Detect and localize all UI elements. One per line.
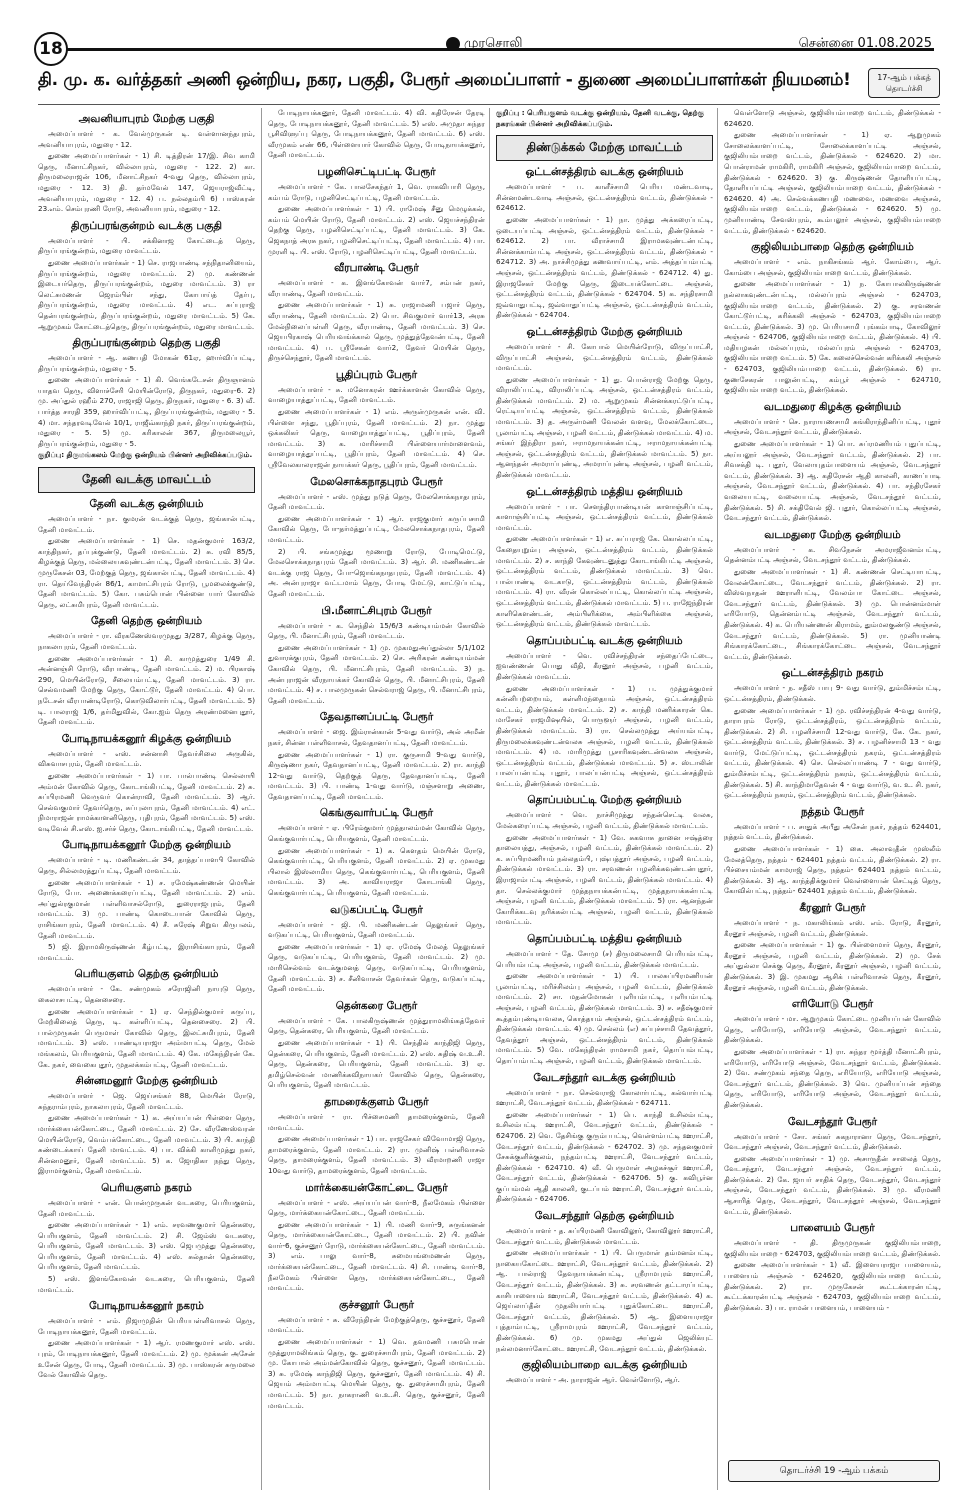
paragraph: துணை அமைப்பாளர்கள் - 1) கு. பிள்ளைமார் தெரு, கீரனூர், கீரனூர் அஞ்சல், பழனி வட்டம், திண்டுக்கல். 2) மு. சேக் அப்துல்லா செக்கு தெரு, கீரனூர், கீரனூர் அஞ்சல், பழனி வட்டம், திண்டுக்கல். 3) இ. முகமது ஆசிக் பள்ளிவாசல் தெரு, கீரனூர், கீரனூர் அஞ்சல், பழனி வட்டம், திண்டுக்கல். — [724, 940, 941, 992]
section-heading: போடிநாயக்கனூர் மேற்கு ஒன்றியம் — [62, 839, 231, 852]
section-heading: வேடசந்தூர் பேரூர் — [787, 1115, 878, 1128]
paragraph: அமைப்பாளர் - தி. திருமுருகன் குஜிலியம்பாறை, குஜிலியம்பாறை - 624703, குஜிலியம்பாறை வட்டம், திண்டுக்கல். — [724, 1238, 941, 1258]
paragraph: துணை அமைப்பாளர்கள் - 1) பி. ராமேஷ் சீனு மெழுக்கல், கம்பம் மெயின் ரோடு, தேனி மாவட்டம். 2) எஸ். ஜெயச்சந்திரன் தெற்கு தெரு, பழனிசெட்டிப்பட்டி, தேனி மாவட்டம். 3) கே. ஜெகநாத் அரசு நகர், பழனிசெட்டிப்பட்டி, தேனி மாவட்டம். 4) பா. முரளி டி. பி. எஸ். ரோடு, பழனிசெட்டிப்பட்டி, தேனி மாவட்டம். — [268, 204, 485, 256]
paragraph: துணை அமைப்பாளர்கள் - 1) எம். சரவணகுமார் தென்கரை, பெரியகுளம், தேனி மாவட்டம். 2) சி. ஜேம்ஸ் வடகரை, பெரியகுளம், தேனி மாவட்டம். 3) எஸ். ஜெபமுத்து தென்கரை, பெரியகுளம், தேனி மாவட்டம். 4) எஸ். சுல்தான் தென்கரை, பெரியகுளம், தேனி மாவட்டம். — [38, 1220, 255, 1272]
paragraph: அமைப்பாளர் - டி. மணிகண்டன் 34, தாத்தப்பாளபி கோவில் தெரு, சில்லமரத்துப்பட்டி, தேனி மாவட்டம். — [38, 855, 255, 876]
paragraph: அமைப்பாளர் - தே. சோமு (ச) திருமலைசாமி பெரியம்பட்டி, பெரியம்பட்டி அஞ்சல், பழனி வட்டம், திண்டுக்கல் மாவட்டம். — [496, 949, 713, 969]
paragraph: அமைப்பாளர் - செ. நாராயணசாமி சுங்கிராந்தினிப்பட்டி, புதூர் அஞ்சல், வேடசந்தூர் வட்டம், திண்டுக்கல். — [724, 416, 941, 437]
paragraph: அமைப்பாளர் - மா. ஆறுமுகம் கோட்டை முனியப்பன் கோவில் தெரு, எரியோடு, எரியோடு அஞ்சல், வேடசந்தூர் வட்டம், திண்டுக்கல். — [724, 1014, 941, 1045]
paragraph: துணை அமைப்பாளர்கள் - 1) கை. அலாவுதீன் முஸ்லீம் மேலத்தெரு, நத்தம் - 624401 நத்தம் வட்டம், திண்டுக்கல். 2) ரா. பிச்சையம்மன் காமராஜ் தெரு, நத்தம்- 624401 நத்தம் வட்டம், திண்டுக்கல். 3) ஆ. காந்த்திக்குமார் வெள்ளையன் செட்டித் தெரு, கோவில்பட்டி, நத்தம்- 624401 நத்தம் வட்டம், திண்டுக்கல். — [724, 844, 941, 896]
section-heading: ஒட்டன்சத்திரம் வடக்கு ஒன்றியம் — [525, 166, 684, 179]
section-heading: வேடசந்தூர் தெற்கு ஒன்றியம் — [534, 1210, 675, 1223]
section-heading: ஒட்டன்சத்திரம் நகரம் — [781, 667, 884, 680]
section — [268, 1182, 485, 1294]
section-heading: வேடசந்தூர் வடக்கு ஒன்றியம் — [533, 1071, 676, 1084]
paragraph: துணை அமைப்பாளர்கள் - 1) பி. பெருமாள் தம்மனம்பட்டி, நாகையகோட்டை ஊராட்சி, வேடசந்தூர் வட்டம், திண்டுக்கல். 2) ஆ. பால்ராஜ் தேவநாயக்கன்பட்டி, ஸ்ரீராமபுரம் ஊராட்சி, வேடசந்தூர் வட்டம், திண்டுக்கல். 3) சு. சரவணன் தட்டாரப்பட்டி, காசிபாளையம் ஊராட்சி, வேடசந்தூர் வட்டம், திண்டுக்கல். 4) க. ஜெய்லாப்தீன் முதலியார்பட்டி புதுக்கோட்டை ஊராட்சி, வேடசந்தூர் வட்டம், திண்டுக்கல். 5) ஆ. இளையராஜா புத்தாம்பட்டி, ஸ்ரீராமபுரம் ஊராட்சி, வேடசந்தூர் வட்டம், திண்டுக்கல். 6) மு. முகமது அப்துல் ஜெலிக்யுட் நல்லமனார்கோட்டை ஊராட்சி, வேடசந்தூர் வட்டம், திண்டுக்கல். — [496, 1248, 713, 1353]
paragraph: அமைப்பாளர் - சி. கோபால் மெயின்ரோடு, விருப்பாட்சி, விருப்பாட்சி அஞ்சல், ஒட்டன்சத்திரம் வட்டம், திண்டுக்கல் மாவட்டம். — [496, 341, 713, 373]
paragraph: துணை அமைப்பாளர்கள் - 1) க. கௌதம் மெயின் ரோடு, கெங்குவார்பட்டி, பெரியகுளம், தேனி மாவட்டம். 2) ஏ. முகமது பிலால் இஸ்லாமிய தெரு, கெங்குவார்பட்டி, பெரியகுளம், தேனி மாவட்டம். 3) அ. காவியராஜா கோடாங்கி தெரு, கெங்குவார்பட்டி, பெரியகுளம், தேனி மாவட்டம். — [268, 845, 485, 898]
paragraph: அமைப்பாளர் - க. செந்தில் 15/6/3 கண்டியம்மன் கோவில் தெரு, பி. மீனாட்சிபுரம், தேனி மாவட்டம். — [268, 620, 485, 641]
paragraph: துணை அமைப்பாளர்கள் - 1) ஏ. ரமேஷ் மேலத் தெலுங்கர் தெரு, வடுகப்பட்டி, பெரியகுளம், தேனி மாவட்டம். 2) மு. மாரிசெல்வம் வடக்குமனத் தெரு, வடுகப்பட்டி, பெரியகுளம், தேனி மாவட்டம். 3) ச. சீனிவாசன் தேவர்கள் தெரு, வடுகப்பட்டி, தேனி மாவட்டம். — [268, 941, 485, 994]
paragraph: 5) ஜி. இராமகிருஷ்ணன் கீழ்பட்டி, இராசிங்காபுரம், தேனி மாவட்டம். — [38, 942, 255, 962]
date-line: சென்னை 01.08.2025 — [798, 36, 932, 51]
section — [38, 220, 255, 332]
section — [724, 401, 941, 524]
paragraph: துணை அமைப்பாளர்கள் - 1) வே. சுகவாசு தானை ஈஷ்த்ரை தாலையத்து, அஞ்சல், பழனி வட்டம், திண்டுக்கல் மாவட்டம். 2) க. சுப்பிரமணியம் நல்லதம்பி, புஷ்பத்தூர் அஞ்சல், பழனி வட்டம், திண்டுக்கல் மாவட்டம். 3) ரா. சரவணன் பழனிக்கவுண்டன்புதூர், இராஜாம்பட்டி அஞ்சல், பழனி வட்டம், திண்டுக்கல் மாவட்டம். 4) தா. செல்லக்குமார் முத்தநாயக்கன்பட்டி, முத்தநாயக்கன்பட்டி அஞ்சல், பழனி வட்டம், திண்டுக்கல் மாவட்டம். 5) ரா. ஆனந்தன் கோரிக்கடவு நரிக்கல்பட்டி அஞ்சல், பழனி வட்டம், திண்டுக்கல் மாவட்டம். — [496, 832, 713, 927]
paragraph: அமைப்பாளர் - ரா. பிச்சைமணி தாமரைக்குளம், தேனி மாவட்டம். — [268, 1111, 485, 1132]
paragraph: துணை அமைப்பாளர்கள் - 1) செ. மதன்குமார் 163/2, காந்திநகர், தப்புக்குண்டு, தேனி மாவட்டம். 2) சு. ரவி 85/5, கிழக்குத் தெரு, மல்லையகவுண்டன்பட்டி, தேனி மாவட்டம். 3) செ. முருகேசன் 03, மேற்குத் தெரு, ஜங்கால்பட்டி, தேனி மாவட்டம். 4) ரா. தெய்வேந்திரன் 86/1, காமாட்சிபுரம் ரோடு, பூமலைக்குண்டு, தேனி மாவட்டம். 5) கோ. பசும்பொன் பின்னை யார் கோவில் தெரு, லட்சுமிபுரம், தேனி மாவட்டம். — [38, 536, 255, 609]
paragraph: அமைப்பாளர் - ஏ. பிரேம்குமார் முத்தாலம்மன் கோவில் தெரு, கெங்குவார்பட்டி, பெரியகுளம், தேனி மாவட்டம். — [268, 823, 485, 844]
section — [268, 1299, 485, 1411]
page-number: 18 — [34, 32, 68, 66]
section-heading: பி.மீனாட்சிபுரம் பேரூர் — [321, 604, 432, 617]
section-heading: ஒட்டன்சத்திரம் மேற்கு ஒன்றியம் — [526, 325, 683, 338]
paragraph: அமைப்பாளர் - கே. சண்முகம் சரோஜினி நாயுடு தெரு, கைலாசபட்டி, தெனசைரை. — [38, 984, 255, 1004]
section-heading: தேவதானப்பட்டி பேரூர் — [319, 711, 434, 724]
section-heading: வீரபாண்டி பேரூர் — [334, 262, 419, 275]
paragraph: வெள்ளோடு அஞ்சல், குஜிலியம்பாறை வட்டம், திண்டுக்கல் - 624620. — [724, 108, 941, 128]
section — [496, 1210, 713, 1354]
section — [496, 486, 713, 630]
section-heading: பூதிப்புரம் பேரூர் — [335, 368, 418, 381]
paragraph: 2) பி. சங்கமுத்து மூணாறு ரோடு, போடிமெட்டு, மேலசொக்கநாதபுரம் தேனி மாவட்டம். 3) ஆர். சி. மணிகண்டன் வடக்கு ராஜ தெரு, போ-ஜொங்கநாதபுரம், தேனி மாவட்டம். 4) அ. அன்புராஜா வட்டமாம் தெரு, போடி மேட்டு, காட்டுப்பட்டி, தேனி மாவட்டம். — [268, 546, 485, 598]
paragraph: அமைப்பாளர் - எஸ். அய்யப்பன் வார்-8, நீலமேகம் பிள்ளை தெரு, மார்க்கையன்கோட்டை, தேனி மாவட்டம். — [268, 1197, 485, 1218]
paragraph: 5) எஸ். இளங்கோவன் வடகரை, பெரியகுளம், தேனி மாவட்டம். — [38, 1274, 255, 1294]
paragraph: அமைப்பாளர் - கே. பாலகிருஷ்ணன் முத்துராமலிங்கத்தேவர் தெரு, தென்கரை, பெரியகுளம், தேனி மாவட்டம். — [268, 1015, 485, 1036]
paragraph: துணை அமைப்பாளர்கள் - 1) பா. ராஜசேகர் விவோமாஜி தெரு, தாமரைக்குளம், தேனி மாவட்டம். 2) ரா. முனிஷ் பள்ளிவாசல் தெரு, தாமரைக்குளம், தேனி மாவட்டம். 3) வீரமாறணி ராஜா 10வது வார்டு, தாமரைக்குளம், தேனி மாவட்டம். — [268, 1134, 485, 1175]
section-heading: மேலசொக்கநாதபுரம் பேரூர் — [310, 475, 443, 488]
paragraph: அமைப்பாளர் - சு. வீரேந்திரன் மேற்குத்தெரு, குச்சனூர், தேனி மாவட்டம். — [268, 1314, 485, 1335]
section-heading: வடுகப்பட்டி பேரூர் — [330, 903, 423, 916]
note: குறிப்பு : பெரியகுளம் வடக்கு ஒன்றியம், தேனி வடக்கு, தெற்கு நகரங்கள் பின்னர் அறிவிக்கப்படும். — [496, 108, 705, 128]
paragraph: துணை அமைப்பாளர்கள் - 1) எம். அருள்முருகன் என். வி. பிள்ளை சந்து, பூதிப்புரம், தேனி மாவட்டம். 2) நா. முத்து ஒக்கலிகர் தெரு, வாழையாத்துப்பட்டி, பூதிப்புரம், தேனி மாவட்டம். 3) க. மாரிச்சாமி பிள்ளையார்மாளைவம், வாழையாத்துப்பட்டி, பூதிப்புரம், தேனி மாவட்டம். 4) செ. ஸ்ரீவேலகாலராஜன் நாயக்கர் தெரு, பூதிப்புரம், தேனி மாவட்டம். — [268, 407, 485, 470]
paragraph: துணை அமைப்பாளர்கள் - 1) ப. முத்துக்குமார் கன்னிபற்றையம், கள்ளிமந்தையம் அஞ்சல், ஒட்டன்சத்திரம் வட்டம், திண்டுக்கல் மாவட்டம். 2) ச. காந்தி மணிக்காரன் கெ. மாசேகர் ராஜமிஷயில், பொருளூர் அஞ்சல், பழனி வட்டம், திண்டுக்கல் மாவட்டம். 3) ரா. செல்லமுத்து அய்யம்பட்டி, திருமலைக்கவுண்டன்வலசு அஞ்சல், பழனி வட்டம், திண்டுக்கல் மாவட்டம். 4) ம. மாரிமுத்து பூசாரிகவுண்டன்வலசு அஞ்சல், ஒட்டன்சத்திரம் வட்டம், திண்டுக்கல் மாவட்டம். 5) ச. ஸ்டாலின் பாலப்பன்பட்டி புதூர், பாலப்பன்பட்டி அஞ்சல், ஒட்டன்சத்திரம் வட்டம், திண்டுக்கல் மாவட்டம். — [496, 683, 713, 788]
paragraph: அமைப்பாளர் - எஸ். சன்னாசி தேவர்சிலை அருகில், விசுவாசபுரம், தேனி மாவட்டம். — [38, 748, 255, 769]
section-heading: வடமதுரை கிழக்கு ஒன்றியம் — [763, 400, 902, 413]
section — [268, 1000, 485, 1091]
section-heading: பாளையம் பேரூர் — [790, 1222, 875, 1235]
section — [496, 135, 713, 161]
column-3 — [496, 108, 713, 1490]
paragraph: துணை அமைப்பாளர்கள் - 1) நா. முத்து அக்கரைப்பட்டி, ஒடையப்பட்டி அஞ்சல், ஒட்டன்சத்திரம் வட்டம், திண்டுக்கல் - 624612. 2) பா. வீராச்சாமி இராமகவுண்டன்பட்டி, சின்னக்காம்பட்டி அஞ்சல், ஒட்டன்சத்திரம் வட்டம், திண்டுக்கல் - 624712. 3) அ. நாச்சிமுத்து கணவாய்பட்டி, எம். அத்தப்பம்பட்டி அஞ்சல், ஒட்டன்சத்திரம் வட்டம், திண்டுக்கல் - 624712. 4) து. இராஜசேகர் மேற்கு தெரு, இடையக்கோட்டை அஞ்சல், ஒட்டன்சத்திரம் வட்டம், திண்டுக்கல் - 624704. 5) க. சந்திரசாமி ஜவ்வாதுபட்டி, ஜவ்வாதுப்பட்டி அஞ்சல், ஒட்டன்சத்திரம் வட்டம், திண்டுக்கல் - 624704. — [496, 214, 713, 320]
section — [724, 902, 941, 993]
section-heading: போடிநாயக்கனூர் கிழக்கு ஒன்றியம் — [61, 732, 232, 745]
paragraph: துணை அமைப்பாளர்கள் - 1) ஏ. செந்தில்குமார் கருப்பு, மேற்கிலைத் தெரு, டி. கள்ளிப்பட்டி, தெனசைரை. 2) பி. பால்முருகன் பெருமாள் கோவில் தெரு, இலட்சுமிபுரம், தேனி மாவட்டம். 3) எஸ். பாண்டியராஜா அம்மாபட்டி தெரு, மேல் மங்கலம், பெரியகுளம், தேனி மாவட்டம். 4) கே. மகேந்திரன் கே. கே. நகர், வைகைபுதூர், முதலக்கம்பட்டி, தேனி மாவட்டம். — [38, 1006, 255, 1069]
section — [496, 326, 713, 481]
paragraph: துணை அமைப்பாளர்கள் - 1) ஏ. ஆறுமுகம் சோலைக்காளப்பட்டி, சோலைக்காளப்பட்டி அஞ்சல், குஜிலியம்பாறை வட்டம், திண்டுக்கல் - 624620. 2) மா. பொன்ராமன் ராமகிரி, ராமகிரி அஞ்சல், குஜிலியம்பாறை வட்டம், திண்டுக்கல் - 624620. 3) கு. கிருஷ்ணன் தோளியப்பட்டி, தோளியப்பட்டி அஞ்சல், குஜிலியம்பாறை வட்டம், திண்டுக்கல் - 624620. 4) அ. செல்வக்கணபதி மணவை, மணவை அஞ்சல், குஜிலியம்பாறை வட்டம், திண்டுக்கல் - 624620. 5) மு. முனியாண்டி சேவஸ்புரம், கூம்பலூர் அஞ்சல், குஜிலியம்பாறை வட்டம், திண்டுக்கல் - 624620. — [724, 130, 941, 235]
section — [496, 635, 713, 790]
section — [268, 807, 485, 898]
paragraph: அமைப்பாளர் - வெ. ரவிச்சந்திரன் சந்தைப்பேட்டை, ஐவண்ணன் பொது வீதி, கீரனூர் அஞ்சல், பழனி வட்டம், திண்டுக்கல் மாவட்டம். — [496, 650, 713, 681]
paragraph: துணை அமைப்பாளர்கள் - 1) வெ. தவமணி பசுமபொன் முத்துராமலிங்கம் தெரு, கு. துரைச்சாமிபுரம், தேனி மாவட்டம். 2) மு. கோபால் அம்மன்கோவில் தெரு, குச்சனூர், தேனி மாவட்டம். 3) சு. ரமேஷ் காந்திஜி தெரு, குச்சனூர், தேனி மாவட்டம். 4) சி. ஜெயம் அம்மாபட்டி மெயின் தெரு, கு. துரைச்சாமிபுரம், தேனி மாவட்டம். 5) நா. நாகராணி வ.உ.சி. தெரு, குச்சனூர், தேனி மாவட்டம். — [268, 1337, 485, 1410]
paragraph: அமைப்பாளர் - ரா. வீரகணேஸ்வரமுதது 3/287, கிழக்கு தெரு, நாகலாபுரம், தேனி மாவட்டம். — [38, 631, 255, 651]
paragraph: துணை அமைப்பாளர்கள் - 1) க. அய்யப்பன் பிள்ளை தெரு, மார்க்கையன்கோட்டை, தேனி மாவட்டம். 2) சே. வீரணேஸ்வரன் மெயின்ரோடு, வெம்பக்கோட்டை, தேனி மாவட்டம். 3) பி. காந்தி சுண்டைக்காய் தேனி மாவட்டம். 4) பா. விக்கி காளிமுத்து நகர், சின்னமனூர், தேனி மாவட்டம். 5) க. ஜோதிகா நந்து தெரு, இராமர்குளம், தேனி மாவட்டம். — [38, 1113, 255, 1176]
section — [724, 1222, 941, 1313]
paragraph: துணை அமைப்பாளர்கள் - 1) து. பொன்ராஜ் மேற்கு தெரு, விராலிப்பட்டி, விராலிப்பட்டி அஞ்சல், ஒட்டன்சத்திரம் வட்டம், திண்டுக்கல் மாவட்டம். 2) ம. ஆறுமுகம் சின்னக்கரட்டுப்பட்டி, ரெட்டியப்பட்டி அஞ்சல், ஒட்டன்சத்திரம் வட்டம், திண்டுக்கல் மாவட்டம். 3) த. அருள்மணி வேலன் வளவு, மேலக்கோட்டை, பூலாம்பட்டி அஞ்சல், பழனி வட்டம், திண்டுக்கல் மாவட்டம். 4) ம. சங்கர் இந்திரா நகர், ஈராமநாயக்கன்பட்டி, ஈராமநாயக்கன்பட்டி அஞ்சல், ஒட்டன்சத்திரம் வட்டம், திண்டுக்கல் மாவட்டம். 5) நா. ஆனந்தன் அமராப்புண்டி, அமராப்புண்டி அஞ்சல், பழனி வட்டம், திண்டுக்கல் மாவட்டம். — [496, 374, 713, 480]
section-heading: தொப்பம்பட்டி மேற்கு ஒன்றியம் — [527, 794, 682, 807]
section-heading: பெரியகுளம் நகரம் — [101, 1181, 192, 1194]
paragraph: அமைப்பாளர் - வெ. நாச்சிமுத்து சந்தன்செட்டி வலசு, மேல்கரைப்பட்டி அஞ்சல், பழனி வட்டம், திண்டுக்கல் மாவட்டம். — [496, 810, 713, 831]
section — [38, 467, 255, 493]
section — [724, 241, 941, 396]
paragraph: அமைப்பாளர் - க. சிவநேசன் அமராஜீவனம்பட்டி, தென்னம்பட்டி அஞ்சல், வேடசந்தூர் வட்டம், திண்டுக்கல். — [724, 544, 941, 565]
section — [268, 476, 485, 600]
paragraph: அமைப்பாளர் - எம். நாகிசங்கம் ஆர். கோம்பை, ஆர். கோம்பை அஞ்சல், குஜிலியம்பாறை வட்டம், திண்டுக்கல். — [724, 257, 941, 277]
section-heading: நத்தம் பேரூர் — [800, 805, 865, 818]
section-heading: கீரனூர் பேரூர் — [799, 902, 866, 914]
paragraph: துணை அமைப்பாளர்கள் - 1) ஆர். ராஜகுமார் கருப்பசாமி கோவில் தெரு, போ-தர்மத்துப்பட்டி, மேலசொக்கநாதபுரம், தேனி மாவட்டம். — [268, 513, 485, 544]
paragraph: அமைப்பாளர் - ப. காளீச்சாமி பெரிய மண்டவாடி, சின்னமண்டவாடி அஞ்சல், ஒட்டன்சத்திரம் வட்டம், திண்டுக்கல் - 624612. — [496, 182, 713, 213]
paragraph: அமைப்பாளர் - க. இளங்கோவன் வார்7, சம்பன் நகர், வீரபாண்டி, தேனி மாவட்டம். — [268, 278, 485, 298]
paragraph: துணை அமைப்பாளர்கள் - 1) சி. காமுத்துரை 1/49 சி. அன்னஞ்சி ரோடு, வீரபாண்டி, தேனி மாவட்டம். 2) ம. பிரகாஷ் 290, மெயின்ரோடு, சீலையம்பட்டி, தேனி மாவட்டம். 3) ரா. செல்வமணி மேற்கு தெரு, கோட்டூர், தேனி மாவட்டம். 4) பொ. நடேசன் வீரபாண்டிரோடு, கொடுவிலார்பட்டி, தேனி மாவட்டம். 5) டி. பாலராஜ் 1/6, தர்மிதுவில், கோ.ஐம் தெரு அரண்மனைபுதூர், தேனி மாவட்டம். — [38, 653, 255, 727]
paragraph: துணை அமைப்பாளர்கள் - 1) மு. முகமதுஅப்துல்லா 5/1/102 துவாரக்குபுரம், தேனி மாவட்டம். 2) செ. அரிகரன் கண்டியம்மன் கோவில் தெரு, பி. மீனாட்சிபுரம், தேனி மாவட்டம். 3) ந. அன்புராஜன் வீரநாயக்கர் கோவில் தெரு, பி. மீனாட்சிபுரம், தேனி மாவட்டம். 4) ச. பாலமுருகன் செல்வராஜ் தெரு, பி. மீனாட்சிபுரம், தேனி மாவட்டம். — [268, 642, 485, 705]
section — [38, 615, 255, 727]
paragraph: அமைப்பாளர் - ப. சாதுக் அபீது அசேன் நகர், நத்தம் 624401, நத்தம் வட்டம், திண்டுக்கல். — [724, 821, 941, 842]
paper-logo-icon — [446, 37, 460, 51]
section-heading: தொப்பம்பட்டி மத்திய ஒன்றியம் — [527, 933, 682, 945]
section-heading: தேனி வடக்கு ஒன்றியம் — [89, 498, 204, 511]
paragraph: அமைப்பாளர் - பி. சக்கினாஜ கோட்டைத் தெரு, திருப்பரங்குன்றம், மதுரை மாவட்டம். — [38, 235, 255, 256]
paragraph: துணை அமைப்பாளர்கள் - 1) மு. ரவிச்சந்திரன் 4-வது வார்டு, தாராபுரம் ரோடு, ஒட்டன்சத்திரம், ஒட்டன்சத்திரம் வட்டம், திண்டுக்கல். 2) சி. பழனிச்சாமி 12-வது வார்டு, கே. கே. நகர், ஒட்டன்சத்திரம் வட்டம், திண்டுக்கல். 3) ச. பழனிச்சாமி 13 - வது வார்டு, மேட்டுப்பட்டி, ஒட்டன்சத்திரம் நகரம், ஒட்டன்சத்திரம் வட்டம், திண்டுக்கல். 4) செ. செல்லப்பாண்டி 7 - வது வார்டு, தும்மிச்சம்பட்டி, ஒட்டன்சத்திரம் நகரம், ஒட்டன்சத்திரம் வட்டம், திண்டுக்கல். 5) சி. காந்திமாதேவன் 4 - வது வார்டு, வ. உ. சி. நகர், ஒட்டன்சத்திரம் நகரம், ஒட்டன்சத்திரம் வட்டம், திண்டுக்கல். — [724, 705, 941, 800]
paragraph: துணை அமைப்பாளர்கள் - 1) சி. கண்ணன் செட்டியாபட்டி, வேலன்கோட்டை, வேடசந்தூர் வட்டம், திண்டுக்கல். 2) ரா. விஸ்வநாதன் ஊராளிபட்டி, வேலம்பா கோட்டை அஞ்சல், வேடசந்தூர் வட்டம், திண்டுக்கல். 3) மு. பொன்னம்மாள் எரியோடு, தென்னம்பட்டி அஞ்சல், வேடசந்தூர் வட்டம், திண்டுக்கல். 4) க. பெரியண்ணன் கிராமம், தும்மலகுண்டு அஞ்சல், வேடசந்தூர் வட்டம், திண்டுக்கல். 5) ரா. முனியாண்டி சிங்காரக்கோட்டை, சிங்காரக்கோட்டை அஞ்சல், வேடசந்தூர் வட்டம், திண்டுக்கல். — [724, 566, 941, 661]
paragraph: துணை அமைப்பாளர்கள் - 1) பா. பால்பாண்டி செல்லாயி அம்மன் கோவில் தெரு, கோடாங்கிபட்டி, தேனி மாவட்டம். 2) சு. சுப்பிரமணி வெருவர் கொன்ராவி, தேனி மாவட்டம். 3) ஆர். செல்வகுமார் தேவர்தெரு, சுப்புலாபுரம், தேனி மாவட்டம். 4) எட். நிமாராஜன் ராமக்காளனிதெரு, புதிபுரம், தேனி மாவட்டம். 5) எஸ். வடிவேல் சி.எஸ். ஐ.சர்ச் தெரு, கோடாங்கிபட்டி, தேனி மாவட்டம். — [38, 770, 255, 833]
paragraph: துணை அமைப்பாளர்கள் - 1) கி. வெங்கடேசன் திருஞானம் யாதவ தெரு, விளாச்சேரி மெயின்ரோடு, திருநகர், மதுரை-6. 2) மு. அப்துல் ரஹீம் 270, ராஜாஜி தெரு, திருநகர், மதுரை - 6. 3) வீ. பார்த்த சாரதி 359, ஹார்விப்பட்டி, திருப்பரங்குன்றம், மதுரை - 5. 4) மா. சந்தரவடிவேல் 10/1, ராஜீவ்காந்தி நகர், திருப்பரங்குன்றம், மதுரை - 5. 5) மு. கரிகாலன் 367, திருமலையூர், திருப்பரங்குன்றம், மதுரை - 5. — [38, 375, 255, 448]
column-divider — [261, 108, 262, 1490]
section — [268, 369, 485, 471]
district-heading: திண்டுக்கல் மேற்கு மாவட்டம் — [496, 135, 713, 161]
section — [38, 839, 255, 963]
section — [38, 498, 255, 610]
paragraph: துணை அமைப்பாளர்கள் - 1) பி. மணி வார்-9, சுருங்கனன் தெரு, மார்க்கையன்கோட்டை, தேனி மாவட்டம். 2) பி. நவின் வார்-6, குச்சனூர் ரோடு, மார்க்கையன்கோட்டை, தேனி மாவட்டம். 3) எம். பாலு வார்-8, சுமையங்மைணன் தெரு, மார்க்கையன்கோட்டை, தேனி மாவட்டம். 4) சி. பாண்டி வார்-8, நீலமேகம் பிள்ளை தெரு, மார்க்கையன்கோட்டை, தேனி மாவட்டம். — [268, 1219, 485, 1293]
section-heading: மார்க்கையன்கோட்டை பேரூர் — [305, 1181, 448, 1194]
paragraph: துணை அமைப்பாளர்கள் - 1) செ. ராஜபாண்டி சந்நிதானியைம், திருப்பரங்குன்றம், மதுரை மாவட்டம். 2) மு. கண்ணன் இடையர்தெரு, திருப்பரங்குன்றம், மதுரை மாவட்டம். 3) ரா லெட்சுமணன் ஜெரம்பிள் சந்து, கோபாய்த் தேர்பு, திருப்பரங்குன்றம், மதுரை மாவட்டம். 4) எட. சுப்புராஜ் தென்பரங்குன்றம், திருப்பரங்குன்றம், மதுரை மாவட்டம். 5) கே. ஆறுமுகம் கோட்டைத்தெரு, திருப்பரங்குன்றம், மதுரை மாவட்டம். — [38, 257, 255, 331]
column-2 — [268, 108, 485, 1490]
section-heading: பெரியகுளம் தெற்கு ஒன்றியம் — [74, 968, 219, 981]
paragraph: அமைப்பாளர் - என். பொன்முருகன் வடகரை, பெரியகுளம், தேனி மாவட்டம். — [38, 1197, 255, 1218]
paragraph: அமைப்பாளர் - ஜெ. ஜெய்சங்கர் 88, மெயின் ரோடு, சுந்தராம்புரம், நாகலாபுரம், தேனி மாவட்டம். — [38, 1091, 255, 1111]
column-divider — [717, 108, 718, 1490]
section — [724, 529, 941, 663]
section-heading: எரியோடு பேரூர் — [791, 998, 874, 1011]
section — [268, 1096, 485, 1177]
section — [38, 337, 255, 461]
section-heading: தென்கரை பேரூர் — [335, 999, 418, 1012]
paragraph: துணை அமைப்பாளர்கள் - 1) ந. கோபாலகிருஷ்ணன் நல்லாகவுண்டன்பட்டி, மல்லப்புரம் அஞ்சல் - 624703, குஜிலியம்பாறை வட்டம், திண்டுக்கல். 2) கு. சரவணன் கோட்டூர்பட்டி, கரிக்கலி அஞ்சல் - 624703, குஜிலியம்பாறை வட்டம், திண்டுக்கல். 3) மு. பெரியசாமி புங்கம்பாடி, கோவிலூர் அஞ்சல் - 624706, குஜிலியம்பாறை வட்டம், திண்டுக்கல். 4) பி. மதியழகன் மல்லப்புரம், மல்லப்புரம் அஞ்சல் - 624703, குஜிலியம்பாறை வட்டம். 5) கே. கலைச்செல்வன் கரிக்கலி அஞ்சல் - 624703, குஜிலியம்பாறை வட்டம், திண்டுக்கல். 6) ரா. குணசேகரன் பாலுன்பட்டி, கம்பூர் அஞ்சல் - 624710, குஜிலியம்பாறை வட்டம், திண்டுக்கல். — [724, 279, 941, 395]
section-heading: போடிநாயக்கனூர் நகரம் — [89, 1300, 204, 1313]
paragraph: அமைப்பாளர் - பா. சௌந்திரபாண்டியன் காளாஞ்சிப்பட்டி, காளாஞ்சிப்பட்டி அஞ்சல், ஒட்டன்சத்திரம் வட்டம், திண்டுக்கல் மாவட்டம். — [496, 501, 713, 532]
paragraph: அமைப்பாளர் - த. சுப்பிரமணி கோவிலூர், கோவிலூர் ஊராட்சி, வேடசந்தூர் வட்டம், திண்டுக்கல் மாவட்டம். — [496, 1226, 713, 1246]
paragraph: அமைப்பாளர் - ந. மகாலிங்கம் எஸ். எம். ரோடு, கீரனூர், கீரனூர் அஞ்சல், பழனி வட்டம், திண்டுக்கல். — [724, 918, 941, 938]
section — [496, 1359, 713, 1386]
section — [38, 1075, 255, 1177]
section-heading: தாமரைக்குளம் பேரூர் — [324, 1095, 429, 1108]
paragraph: துணை அமைப்பாளர்கள் - 1) மு. அசாருதீன் சாலைத் தெரு, வேடசந்தூர், வேடசந்தூர் அஞ்சல், வேடசந்தூர் வட்டம், திண்டுக்கல். 2) கே. ஜாபர் சாதிக் தெரு, வேடசந்தூர், வேடசந்தூர் அஞ்சல், வேடசந்தூர் வட்டம், திண்டுக்கல். 3) மு. வீரமணி ஆசாரித் தெரு, வேடசந்தூர், வேடசந்தூர் அஞ்சல், வேடசந்தூர் வட்டம், திண்டுக்கல். — [724, 1153, 941, 1216]
paragraph: அமைப்பாளர் - ஜை. இம்ரான்கான் 5-வது வார்டு, அல் அமீன் நகர், சின்ன பள்ளிவாசல், தேவதானப்பட்டி, தேனி மாவட்டம். — [268, 727, 485, 747]
paragraph: துணை அமைப்பாளர்கள் - 1) ஆர். ரமணகுமார் எஸ். எஸ். புரம், போடிநாயக்கனூர், தேனி மாவட்டம். 2) மு. மூக்கன் அசேன் உசேன் தெரு, போடி, தேனி மாவட்டம். 3) மு. பாஸ்கரன் சுருமலை வேல் கோவில் தெரு. — [38, 1338, 255, 1380]
section-heading: சின்னமனூர் மேற்கு ஒன்றியம் — [75, 1075, 218, 1088]
paragraph: அமைப்பாளர் - சு. மனோகரன் ஊர்க்காளன் கோவில் தெரு, வாழையாத்துப்பட்டி, தேனி மாவட்டம். — [268, 384, 485, 405]
section-heading: குஜிலியம்பாறை வடக்கு ஒன்றியம் — [521, 1359, 688, 1372]
paragraph: அமைப்பாளர் - ஜி. பி. மணிகண்டன் தெலுங்கர் தெரு, வடுகப்பட்டி, பெரியகுளம், தேனி மாவட்டம். — [268, 919, 485, 940]
section — [38, 733, 255, 835]
paragraph: துணை அமைப்பாளர்கள் - 1) சி. டித்திரன் 17/இ. சிவ காமி தெரு, மீனாட்சிநகர், வில்லாபுரம், மதுரை - 122. 2) கா. திருமலைராஜன் 106, மீனாட்சிநகர் 4-வது தெரு, வில்லாபுரம், மதுரை - 12. 3) தி. தர்மவேல் 147, ஜெயராஜ்வீட்டி, அவனியாபுரம், மதுரை - 12. 4) ப. நல்லதம்பி 6) பாஸ்கரன் 23.எம். செம்புரணி ரோடு, அவனியாபுரம், மதுரை - 12. — [38, 151, 255, 214]
paragraph: துணை அமைப்பாளர்கள் - 1) பெ. காந்தி உசிலம்பட்டி, உசிலம்பட்டி ஊராட்சி, வேடசந்தூர் வட்டம், திண்டுக்கல் - 624706. 2) வெ. தேசிங்கு குரும்பபட்டி, வெள்ளம்பட்டி ஊராட்சி, வேடசந்தூர் வட்டம், திண்டுக்கல் - 624702. 3) மு. சந்தனகுமார் சேசுக்குளிக்குலம், நந்தம்பட்டி ஊராட்சி, வேடசந்தூர் வட்டம், திண்டுக்கல் - 624710. 4) வீ. பெருமாள் அழகச்சூர் ஊராட்சி, வேடசந்தூர் வட்டம், திண்டுக்கல் - 624706. 5) கு. கவிபூர்ன குப்பம்மல் ஆதி காலனி, குடப்பம் ஊராட்சி, வேடசந்தூர் வட்டம், திண்டுக்கல் - 624706. — [496, 1109, 713, 1204]
section — [268, 262, 485, 364]
section-heading: கெங்குவார்பட்டி பேரூர் — [319, 807, 434, 820]
section — [496, 933, 713, 1067]
paragraph: அமைப்பாளர் - ந. சதீஸ் பாபு 9- வது வார்டு, தும்மிச்சம்பட்டி, ஒட்டன்சத்திரம், திண்டுக்கல். — [724, 683, 941, 703]
column-1 — [38, 108, 255, 1490]
column-divider — [489, 108, 490, 1490]
section — [268, 711, 485, 802]
section-heading: குச்சனூர் பேரூர் — [338, 1298, 415, 1311]
continued-from-box: 17-ஆம் பக்கத் தொடர்ச்சி — [868, 68, 940, 98]
section-heading: பழனிசெட்டிபட்டி பேரூர் — [317, 165, 436, 178]
paragraph: துணை அமைப்பாளர்கள் - 1) பி. செந்தில் காந்திஜி தெரு, தென்கரை, பெரியகுளம், தேனி மாவட்டம். 2) எஸ். சுதிஷ் வ.உ.சி. தெரு, தென்கரை, பெரியகுளம், தேனி மாவட்டம். 3) ஏ. தமிழ்செல்வன் மாணிக்கவிநாயகர் கோவில் தெரு, தென்கரை, பெரியகுளம், தேனி மாவட்டம். — [268, 1037, 485, 1090]
section-heading: அவனியாபுரம் மேற்கு பகுதி — [78, 113, 215, 125]
paragraph: துணை அமைப்பாளர்கள் - 1) ச. ரமேஷ்கண்ணன் மெயின் ரோடு, போ. அணைக்கரைப்பட்டி, தேனி மாவட்டம். 2) எம். அப்துல்ரகுமான் பள்ளிவாசல்ரோடு, துரைராஜபுரம், தேனி மாவட்டம். 3) மு. பாண்டி கொடையான் கோவில் தெரு, ராசிங்காபுரம், தேனி மாவட்டம். 4) சீ. சுரேஷ் சிறுவ கிருபலம், தேனி மாவட்டம். — [38, 877, 255, 940]
section-heading: குஜிலியம்பாறை தெற்கு ஒன்றியம் — [751, 241, 914, 254]
section-heading: திருப்பரங்குன்றம் வடக்கு பகுதி — [70, 219, 223, 232]
section-heading: தேனி தெற்கு ஒன்றியம் — [90, 615, 203, 628]
headline-rule — [38, 104, 940, 105]
section — [38, 1182, 255, 1295]
paragraph: துணை அமைப்பாளர்கள் - 1) எ. சுப்பராஜ் கே. கொல்லப்பட்டி, கேதையுறும்பு அஞ்சல், ஒட்டன்சத்திரம் வட்டம், திண்டுக்கல் மாவட்டம். 2) ச. காந்தி கேவுண்டனுத்து கோடாங்கிபட்டி அஞ்சல், ஒட்டன்சத்திரம் வட்டம், திண்டுக்கல் மாவட்டம். 3) வெ. பால்பாண்டி வடகாடு, ஒட்டன்சத்திரம் வட்டம், திண்டுக்கல் மாவட்டம். 4) ரா. வீரன் கொல்லப்பட்டி, கொல்லப்பட்டி அஞ்சல், ஒட்டன்சத்திரம் வட்டம், திண்டுக்கல் மாவட்டம். 5) ப. ராஜேந்திரன் காளிகௌண்டன், அம்பிளிக்கை, அம்பிளிக்கை அஞ்சல், ஒட்டன்சத்திரம் வட்டம், திண்டுக்கல் மாவட்டம். — [496, 534, 713, 629]
paragraph: அமைப்பாளர் - எஸ். முத்து நடுத் தெரு, மேலசொக்கநாதபுரம், தேனி மாவட்டம். — [268, 491, 485, 512]
section — [496, 108, 713, 129]
masthead — [0, 0, 972, 58]
paragraph: அமைப்பாளர் - சோ. சங்கர் சுகநாரானா தெரு, வேடசந்தூர், வேடசந்தூர் அஞ்சல், வேடசந்தூர் வட்டம், திண்டுக்கல். — [724, 1131, 941, 1152]
paragraph: துணை அமைப்பாளர்கள் - 1) பி. பாலசுப்பிரமணியன் பூலாம்பட்டி, மரிச்சிலம்பு அஞ்சல், பழனி வட்டம், திண்டுக்கல் மாவட்டம். 2) சா. மதன்மோகன் புளியம்பட்டி, புளியம்பட்டி அஞ்சல், பழனி வட்டம், திண்டுக்கல் மாவட்டம். 3) ச. சதீஷ்குமார் கூத்தம்புண்டியவலசு, கொத்தயம் அஞ்சல், ஒட்டன்சத்திரம் வட்டம், திண்டுக்கல் மாவட்டம். 4) மு. செல்லம் (எ) சுப்புச்சாமி தேவத்தூர், தேவத்தூர் அஞ்சல், ஒட்டன்சத்திரம் வட்டம், திண்டுக்கல் மாவட்டம். 5) வே. மகேந்திரன் ராமசாமி நகர், தொப்பம்பட்டி, தொப்பம்பட்டி அஞ்சல், பழனி வட்டம், திண்டுக்கல் மாவட்டம். — [496, 971, 713, 1065]
paragraph: போடிநாயக்கனூர், தேனி மாவட்டம். 4) வி. கதிரேசன் தேரடி தெரு, போடிநாயக்கனூர், தேனி மாவட்டம். 5) எஸ். அமுதா சுந்தர பூசிவிளுப்பு தெரு, போடிநாயக்கனூர், தேனி மாவட்டம். 6) எஸ். வீரமுகம் எண் 66, பிள்ளையார் கோவில் தெரு, போடிநாயக்கனூர், தேனி மாவட்டம். — [268, 108, 485, 160]
continued-to-box: தொடர்ச்சி 19 -ஆம் பக்கம் — [728, 1460, 940, 1482]
paragraph: அமைப்பாளர் - கே. பாலசேகந்தர் 1, வெ. ராகவிபாரி தெரு, கம்பம் ரோடு, பழனிசெட்டிப்பட்டி, தேனி மாவட்டம். — [268, 181, 485, 202]
paragraph: அமைப்பாளர் - எம். நிஜாமுதின் பெரியபள்ளிவாசல் தெரு, போடிநாயக்கனூர், தேனி மாவட்டம். — [38, 1316, 255, 1336]
paragraph: துணை அமைப்பாளர்கள் - 1) ரா. குருசாமி 9-வது வார்டு, கிருஷ்ணா நகர், தேவதானப்பட்டி, தேனி மாவட்டம். 2) ரா. காந்தி 12-வது வார்டு, தெற்குத் தெரு, தேவதானப்பட்டி, தேனி மாவட்டம். 3) பி. பாண்டி 1-வது வார்டு, மஞ்சளாறு அணை, தேவதானப்பட்டி, தேனி மாவட்டம். — [268, 749, 485, 801]
section-heading: வடமதுரை மேற்கு ஒன்றியம் — [764, 528, 901, 541]
paper-name — [446, 36, 523, 52]
column-4 — [724, 108, 941, 1490]
section-heading: ஒட்டன்சத்திரம் மத்திய ஒன்றியம் — [526, 485, 683, 498]
section — [724, 998, 941, 1110]
section — [268, 108, 485, 161]
section — [38, 113, 255, 215]
note: குறிப்பு: திருமங்கலம் மேற்கு ஒன்றியம் பின்னர் அறிவிக்கப்படும். — [38, 450, 253, 460]
section — [724, 806, 941, 897]
section-heading: தொப்பம்பட்டி வடக்கு ஒன்றியம் — [526, 634, 683, 647]
paragraph: அமைப்பாளர் - நா. குமரன் வடக்குத் தெரு, ஜங்கால்பட்டி, தேனி மாவட்டம். — [38, 514, 255, 534]
section — [496, 166, 713, 321]
section — [724, 667, 941, 801]
section — [496, 794, 713, 928]
section — [268, 166, 485, 257]
section — [38, 1300, 255, 1381]
paragraph: துணை அமைப்பாளர்கள் - 1) வீ. இளையராஜா பாளையம், பாளையம் அஞ்சல் - 624620, குஜிலியம்பாறை வட்டம், திண்டுக்கல். 2) ரா. முருகேசன் கூட்டக்காரன்பட்டி, கூட்டக்காரன்பட்டி அஞ்சல் - 624703, குஜிலியம்பாறை வட்டம், திண்டுக்கல். 3) பா. ராமன் பாளையம், பாளையம் - — [724, 1260, 941, 1312]
section-heading: திருப்பரங்குன்றம் தெற்கு பகுதி — [72, 337, 221, 350]
paragraph: அமைப்பாளர் - ஆ. கணபதி மோகன் 61ஏ, ஹார்விப்பட்டி, திருப்பரங்குன்றம், மதுரை - 5. — [38, 353, 255, 373]
section — [724, 1116, 941, 1218]
paragraph: துணை அமைப்பாளர்கள் - 1) சு. ராஜாமணி பஜார் தெரு, வீரபாண்டி, தேனி மாவட்டம். 2) பொ. சிவகுமார் வார்13, அரசு மேல்நிலைப்பள்ளி தெரு, வீரபாண்டி, தேனி மாவட்டம். 3) செ. ஜெயபிரகாஷ் பெரியவங்க்கால் தெரு, முத்துத்தேவன்பட்டி, தேனி மாவட்டம். 4) ப. ஸ்ரீசேகன் வார்2, தேவர் மெயின் தெரு, திருச்செந்தூர், தேனி மாவட்டம். — [268, 300, 485, 363]
section — [38, 968, 255, 1070]
section — [496, 1072, 713, 1206]
paper-name-text: முரசொலி — [464, 36, 523, 51]
paragraph: துணை அமைப்பாளர்கள் - 1) பொ. சுப்ரமணியம் புதுப்பட்டி, அய்யலூர் அஞ்சல், வேடசந்தூர் வட்டம், திண்டுக்கல். 2) பா. சிவசக்தி டி. புதூர், வேலாயுதம்பாளையம் அஞ்சல், வேடசந்தூர் வட்டம், திண்டுக்கல். 3) ஆ. கதிரேசன் ஆதி காலனி, காணப்பாடி அஞ்சல், வேடசந்தூர் வட்டம், திண்டுக்கல். 4) பா. சந்திரசேகர் வலையபட்டி, வலையபட்டி அஞ்சல், வேடசந்தூர் வட்டம், திண்டுக்கல். 5) சி. சக்திவேல் ஜி. புதூர், கொல்லப்பட்டி அஞ்சல், வேடசந்தூர் வட்டம், திண்டுக்கல். — [724, 439, 941, 523]
paragraph: துணை அமைப்பாளர்கள் - 1) ரா. சுந்தர மூர்த்தி மீனாட்சிபுரம், எரியோடு, எரியோடு அஞ்சல், வேடசந்தூர் வட்டம், திண்டுக்கல். 2) வே. சண்முகம் சந்தை தெரு, எரியோடு, எரியோடு அஞ்சல், வேடசந்தூர் வட்டம், திண்டுக்கல். 3) வெ. முனியப்பன் சந்தை தெரு, எரியோடு, எரியோடு அஞ்சல், வேடசந்தூர் வட்டம், திண்டுக்கல். — [724, 1046, 941, 1109]
district-heading: தேனி வடக்கு மாவட்டம் — [38, 467, 255, 493]
section — [268, 904, 485, 995]
paragraph: அமைப்பாளர் - நா. செல்வராஜ் கோலார்பட்டி, கல்வார்பட்டி ஊராட்சி, வேடசந்தூர் வட்டம், திண்டுக்கல் - 624711. — [496, 1087, 713, 1108]
section — [724, 108, 941, 236]
section — [268, 605, 485, 707]
headline: தி. மு. க. வர்த்தகர் அணி ஒன்றிய, நகர, பகுதி, பேரூர் அமைப்பாளர் - துணை அமைப்பாளர்கள் நியமனம்! — [38, 70, 851, 90]
paragraph: அமைப்பாளர் - அ. நாராஜன் ஆர். வெள்ளோடு, ஆர். — [506, 1375, 680, 1385]
paragraph: அமைப்பாளர் - க. வேல்முருகன் டி. வள்ளானந்தபுரம், அவனியாபுரம், மதுரை - 12. — [38, 129, 255, 149]
